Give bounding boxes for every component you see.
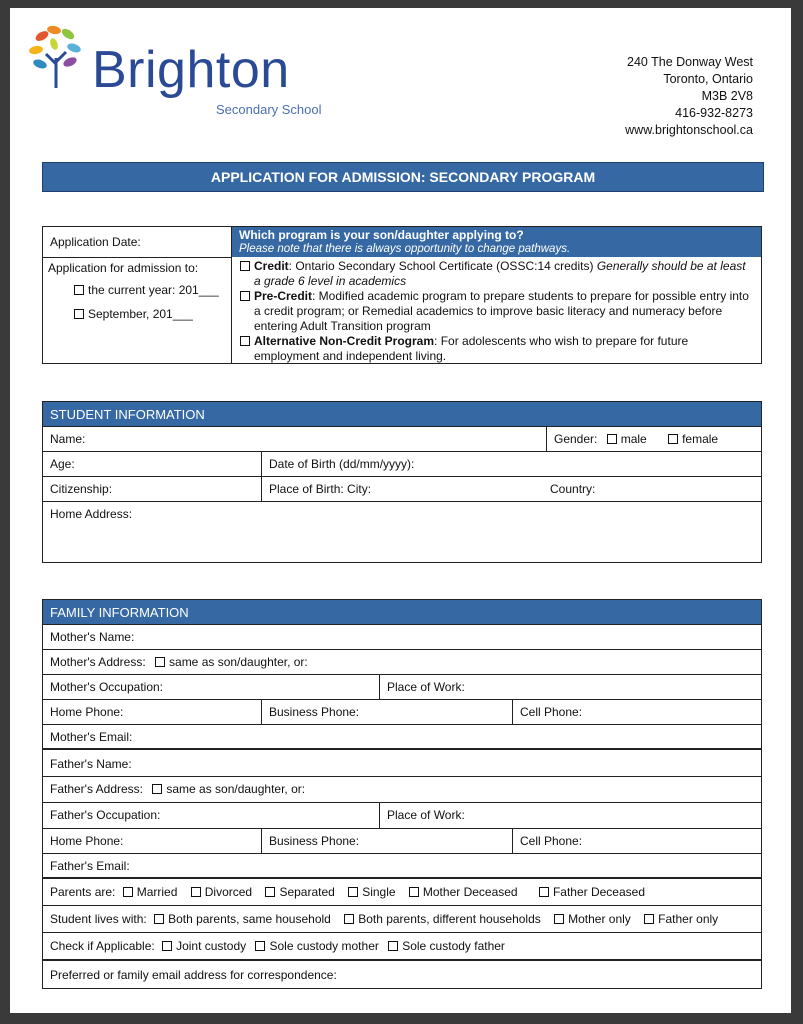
student-name-row: [43, 427, 761, 452]
single-label: Single: [362, 885, 396, 899]
father-cell-phone-field[interactable]: Cell Phone:: [512, 829, 761, 853]
father-deceased-checkbox[interactable]: [539, 887, 549, 897]
joint-custody-label: Joint custody: [176, 939, 247, 953]
student-lives-with-row: [43, 906, 761, 933]
current-year-option[interactable]: [74, 283, 226, 297]
mother-email-row: [43, 725, 761, 750]
preferred-email-field[interactable]: Preferred or family email address for correspondence:: [50, 968, 337, 982]
mother-name-row: [43, 625, 761, 650]
female-checkbox[interactable]: [668, 434, 678, 444]
gender-label: Gender:: [554, 432, 598, 446]
same-as-label: same as son/daughter, or:: [166, 782, 306, 796]
mother-business-phone-field[interactable]: Business Phone:: [261, 700, 512, 724]
mother-only-label: Mother only: [568, 912, 631, 926]
mother-email-field[interactable]: Mother's Email:: [50, 730, 133, 744]
mother-occupation-row: [43, 675, 761, 700]
father-email-row: [43, 854, 761, 879]
sole-custody-mother-checkbox[interactable]: [255, 941, 265, 951]
sole-custody-mother-label: Sole custody mother: [269, 939, 379, 953]
father-address-label: Father's Address:: [50, 782, 143, 796]
precredit-desc: : Modified academic program to prepare students to prepare for possible entry into a credit program; or Remedial academics to improve basic literacy and numeracy before entering Adult Transition program: [254, 289, 749, 333]
both-same-household-checkbox[interactable]: [154, 914, 164, 924]
both-same-household-label: Both parents, same household: [168, 912, 331, 926]
both-different-households-label: Both parents, different households: [358, 912, 541, 926]
mother-address-row: [43, 650, 761, 675]
form-title: APPLICATION FOR ADMISSION: SECONDARY PROGRAM: [42, 162, 764, 192]
mother-place-of-work-field[interactable]: Place of Work:: [379, 675, 761, 699]
credit-title: Credit: [254, 259, 289, 273]
family-information-section: [42, 599, 762, 989]
citizenship-field[interactable]: Citizenship:: [50, 482, 113, 496]
both-different-households-checkbox[interactable]: [344, 914, 354, 924]
program-options: [232, 259, 761, 364]
parents-are-label: Parents are:: [50, 885, 116, 899]
program-question-note: Please note that there is always opportunity to change pathways.: [239, 243, 571, 255]
father-address-field[interactable]: [43, 777, 761, 802]
father-occupation-field[interactable]: Father's Occupation:: [50, 808, 161, 822]
custody-row: [43, 933, 761, 960]
custody-field: [43, 933, 761, 959]
family-info-header: FAMILY INFORMATION: [43, 600, 761, 625]
alt-program-title: Alternative Non-Credit Program: [254, 334, 435, 348]
father-only-label: Father only: [658, 912, 719, 926]
birth-city-field[interactable]: Place of Birth: City:: [261, 477, 543, 501]
address-line: 240 The Donway West: [627, 55, 753, 69]
credit-desc: : Ontario Secondary School Certificate (OSSC:14 credits): [288, 259, 597, 273]
age-dob-row: [43, 452, 761, 477]
program-question: [232, 227, 761, 257]
father-only-checkbox[interactable]: [644, 914, 654, 924]
father-place-of-work-field[interactable]: Place of Work:: [379, 803, 761, 828]
credit-note: Generally should be at least a grade 6 level in academics: [254, 259, 746, 288]
mother-occupation-field[interactable]: Mother's Occupation:: [50, 680, 164, 694]
student-name-field[interactable]: Name:: [50, 432, 86, 446]
mother-phone-row: [43, 700, 761, 725]
logo-subtitle: Secondary School: [216, 102, 322, 117]
same-as-label: same as son/daughter, or:: [169, 655, 308, 669]
student-information-section: [42, 401, 762, 563]
preferred-email-row: [43, 960, 761, 988]
mother-cell-phone-field[interactable]: Cell Phone:: [512, 700, 761, 724]
sole-custody-father-label: Sole custody father: [402, 939, 505, 953]
precredit-option[interactable]: [240, 289, 753, 334]
father-phone-row: [43, 829, 761, 854]
alt-program-desc: : For adolescents who wish to prepare for future employment and independent living.: [254, 334, 689, 363]
female-label: female: [682, 432, 719, 446]
married-label: Married: [136, 885, 178, 899]
admission-label: Application for admission to:: [48, 261, 199, 275]
credit-option[interactable]: [240, 259, 753, 289]
address-line: www.brightonschool.ca: [625, 123, 753, 137]
checkbox[interactable]: [240, 291, 250, 301]
birth-country-field[interactable]: Country:: [550, 482, 596, 496]
checkbox[interactable]: [74, 285, 84, 295]
address-line: 416-932-8273: [675, 106, 753, 120]
married-checkbox[interactable]: [123, 887, 133, 897]
current-year-label: the current year: 201___: [88, 283, 219, 297]
father-email-field[interactable]: Father's Email:: [50, 859, 130, 873]
parents-status-row: [43, 879, 761, 906]
age-field[interactable]: Age:: [50, 457, 75, 471]
dob-field[interactable]: Date of Birth (dd/mm/yyyy):: [261, 452, 761, 476]
home-address-field[interactable]: Home Address:: [50, 507, 133, 521]
joint-custody-checkbox[interactable]: [162, 941, 172, 951]
checkbox[interactable]: [240, 261, 250, 271]
logo-wordmark: Brighton: [92, 41, 290, 99]
separated-label: Separated: [279, 885, 335, 899]
september-option[interactable]: [74, 307, 226, 321]
male-label: male: [620, 432, 647, 446]
father-address-row: [43, 777, 761, 803]
mother-deceased-label: Mother Deceased: [422, 885, 518, 899]
mother-only-checkbox[interactable]: [554, 914, 564, 924]
application-section: [42, 226, 762, 364]
program-question-text: Which program is your son/daughter applying to?: [239, 228, 524, 242]
home-address-row: [43, 502, 761, 562]
divorced-label: Divorced: [204, 885, 253, 899]
single-checkbox[interactable]: [348, 887, 358, 897]
mother-name-field[interactable]: Mother's Name:: [50, 630, 135, 644]
address-line: Toronto, Ontario: [663, 72, 753, 86]
admission-options: [43, 259, 231, 323]
address-line: M3B 2V8: [701, 89, 753, 103]
father-deceased-label: Father Deceased: [552, 885, 646, 899]
check-if-applicable-label: Check if Applicable:: [50, 939, 155, 953]
divorced-checkbox[interactable]: [191, 887, 201, 897]
father-home-phone-field[interactable]: Home Phone:: [50, 834, 124, 848]
tree-logo-icon: [24, 22, 94, 92]
september-label: September, 201___: [88, 307, 193, 321]
father-name-field[interactable]: Father's Name:: [50, 757, 132, 771]
student-info-header: STUDENT INFORMATION: [43, 402, 761, 427]
father-business-phone-field[interactable]: Business Phone:: [261, 829, 512, 853]
school-address: [625, 54, 753, 139]
father-name-row: [43, 750, 761, 777]
parents-status-field: [43, 879, 761, 905]
separated-checkbox[interactable]: [265, 887, 275, 897]
sole-custody-father-checkbox[interactable]: [388, 941, 398, 951]
precredit-title: Pre-Credit: [254, 289, 313, 303]
student-lives-with-field: [43, 906, 761, 932]
checkbox[interactable]: [240, 336, 250, 346]
gender-field: [546, 427, 761, 451]
alt-program-option[interactable]: [240, 334, 753, 364]
school-logo: [24, 22, 344, 122]
mother-same-address-checkbox[interactable]: [155, 657, 165, 667]
mother-address-field[interactable]: [43, 650, 761, 674]
mother-deceased-checkbox[interactable]: [409, 887, 419, 897]
lives-with-label: Student lives with:: [50, 912, 147, 926]
mother-home-phone-field[interactable]: Home Phone:: [50, 705, 124, 719]
checkbox[interactable]: [74, 309, 84, 319]
application-date-label[interactable]: Application Date:: [50, 235, 141, 249]
father-occupation-row: [43, 803, 761, 829]
father-same-address-checkbox[interactable]: [152, 784, 162, 794]
male-checkbox[interactable]: [607, 434, 617, 444]
citizenship-row: [43, 477, 761, 502]
application-form-page: [10, 8, 791, 1013]
mother-address-label: Mother's Address:: [50, 655, 146, 669]
